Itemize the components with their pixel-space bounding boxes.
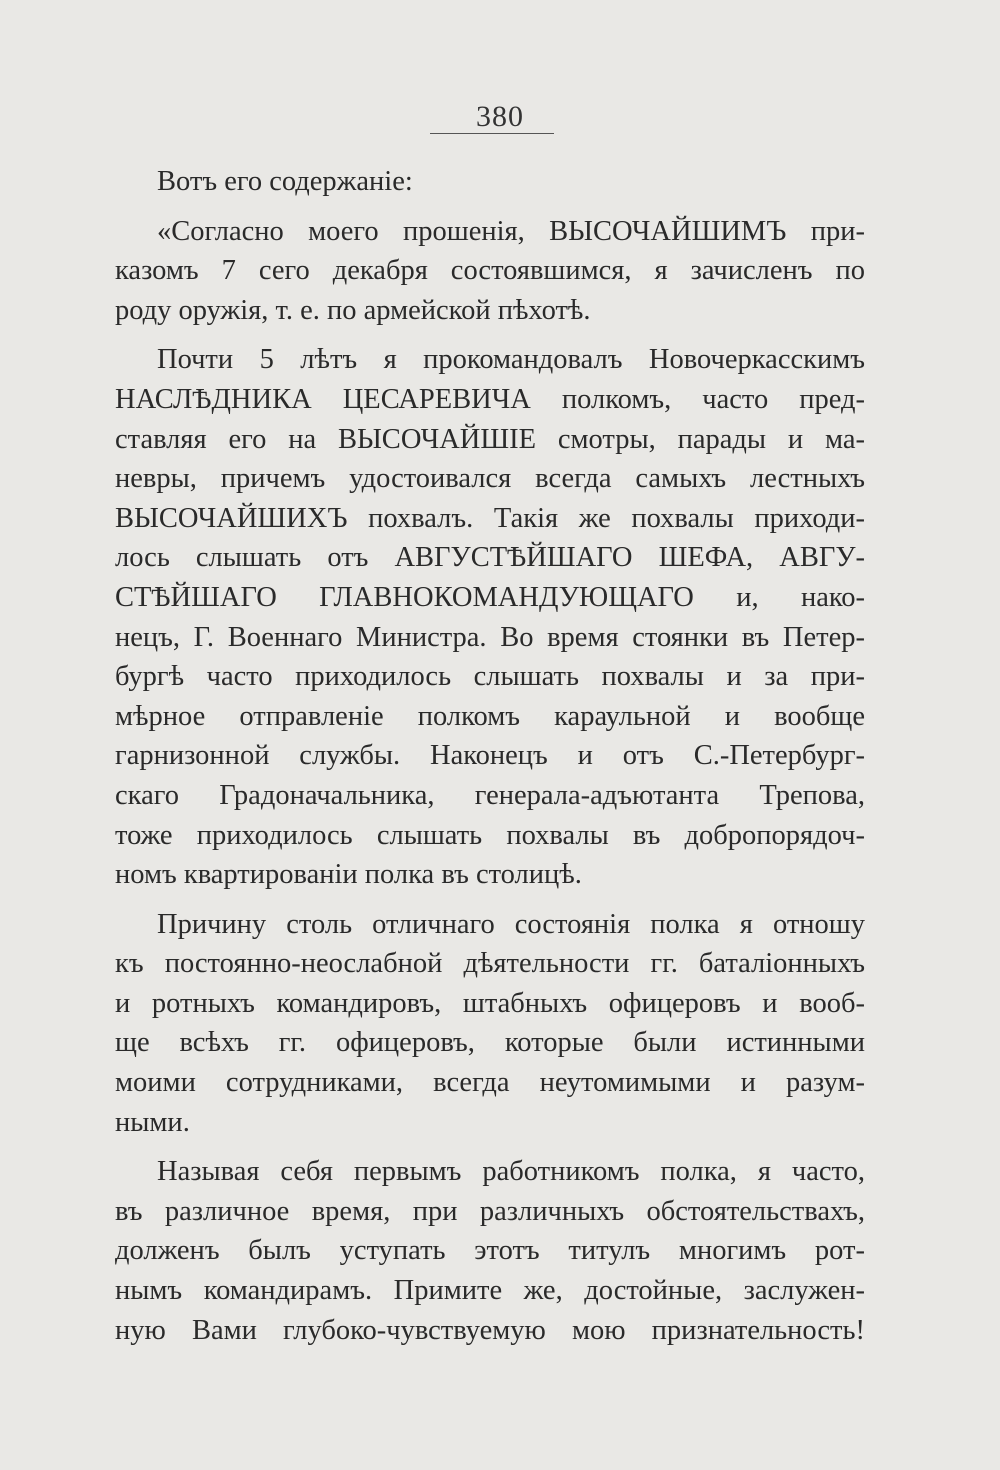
paragraph bbox=[115, 162, 865, 202]
text-line: номъ квартированіи полка въ столицѣ. bbox=[115, 859, 582, 891]
text-line: тоже приходилось слышать похвалы въ добропорядоч- bbox=[115, 819, 865, 851]
text-line: Причину столь отличнаго состоянія полка я отношу bbox=[157, 908, 865, 940]
text-line: къ постоянно-неослабной дѣятельности гг. баталіонныхъ bbox=[115, 948, 865, 980]
text-line: «Согласно моего прошенія, ВЫСОЧАЙШИМЪ при- bbox=[157, 215, 865, 247]
text-line: и ротныхъ командировъ, штабныхъ офицеровъ и вооб- bbox=[115, 987, 865, 1019]
text-line: моими сотрудниками, всегда неутомимыми и разум- bbox=[115, 1067, 865, 1099]
paragraph bbox=[115, 212, 865, 331]
paragraph bbox=[115, 1152, 865, 1350]
text-line: Вотъ его содержаніе: bbox=[157, 166, 413, 197]
text-line: долженъ былъ уступать этотъ титулъ многимъ рот- bbox=[115, 1235, 865, 1267]
text-line: скаго Градоначальника, генерала-адъютанта Трепова, bbox=[115, 779, 865, 811]
text-line: бургѣ часто приходилось слышать похвалы и за при- bbox=[115, 661, 865, 693]
paragraph bbox=[115, 905, 865, 1143]
text-line: ную Вами глубоко-чувствуемую мою признательность! bbox=[115, 1314, 865, 1346]
body-text bbox=[115, 162, 865, 1360]
text-line: НАСЛѢДНИКА ЦЕСАРЕВИЧА полкомъ, часто пред- bbox=[115, 383, 865, 415]
text-line: ными. bbox=[115, 1106, 190, 1138]
text-line: роду оружія, т. е. по армейской пѣхотѣ. bbox=[115, 294, 591, 326]
paragraph bbox=[115, 340, 865, 894]
text-line: невры, причемъ удостоивался всегда самыхъ лестныхъ bbox=[115, 463, 865, 495]
text-line: нецъ, Г. Военнаго Министра. Во время стоянки въ Петер- bbox=[115, 621, 865, 653]
text-line: гарнизонной службы. Наконецъ и отъ С.-Петербург- bbox=[115, 740, 865, 772]
text-line: лось слышать отъ АВГУСТѢЙШАГО ШЕФА, АВГУ- bbox=[115, 542, 865, 574]
page-number-rule bbox=[430, 133, 554, 134]
text-line: нымъ командирамъ. Примите же, достойные, заслужен- bbox=[115, 1275, 865, 1307]
text-line: Почти 5 лѣтъ я прокомандовалъ Новочеркасскимъ bbox=[157, 344, 865, 376]
text-line: казомъ 7 сего декабря состоявшимся, я зачисленъ по bbox=[115, 255, 865, 287]
text-line: ще всѣхъ гг. офицеровъ, которые были истинными bbox=[115, 1027, 865, 1059]
text-line: въ различное время, при различныхъ обстоятельствахъ, bbox=[115, 1195, 865, 1227]
text-line: Называя себя первымъ работникомъ полка, я часто, bbox=[157, 1156, 865, 1188]
text-line: мѣрное отправленіе полкомъ караульной и вообще bbox=[115, 700, 865, 732]
text-line: СТѢЙШАГО ГЛАВНОКОМАНДУЮЩАГО и, нако- bbox=[115, 581, 865, 613]
page-number: 380 bbox=[476, 100, 524, 133]
text-line: ставляя его на ВЫСОЧАЙШІЕ смотры, парады и ма- bbox=[115, 423, 865, 455]
text-line: ВЫСОЧАЙШИХЪ похвалъ. Такія же похвалы приходи- bbox=[115, 502, 865, 534]
